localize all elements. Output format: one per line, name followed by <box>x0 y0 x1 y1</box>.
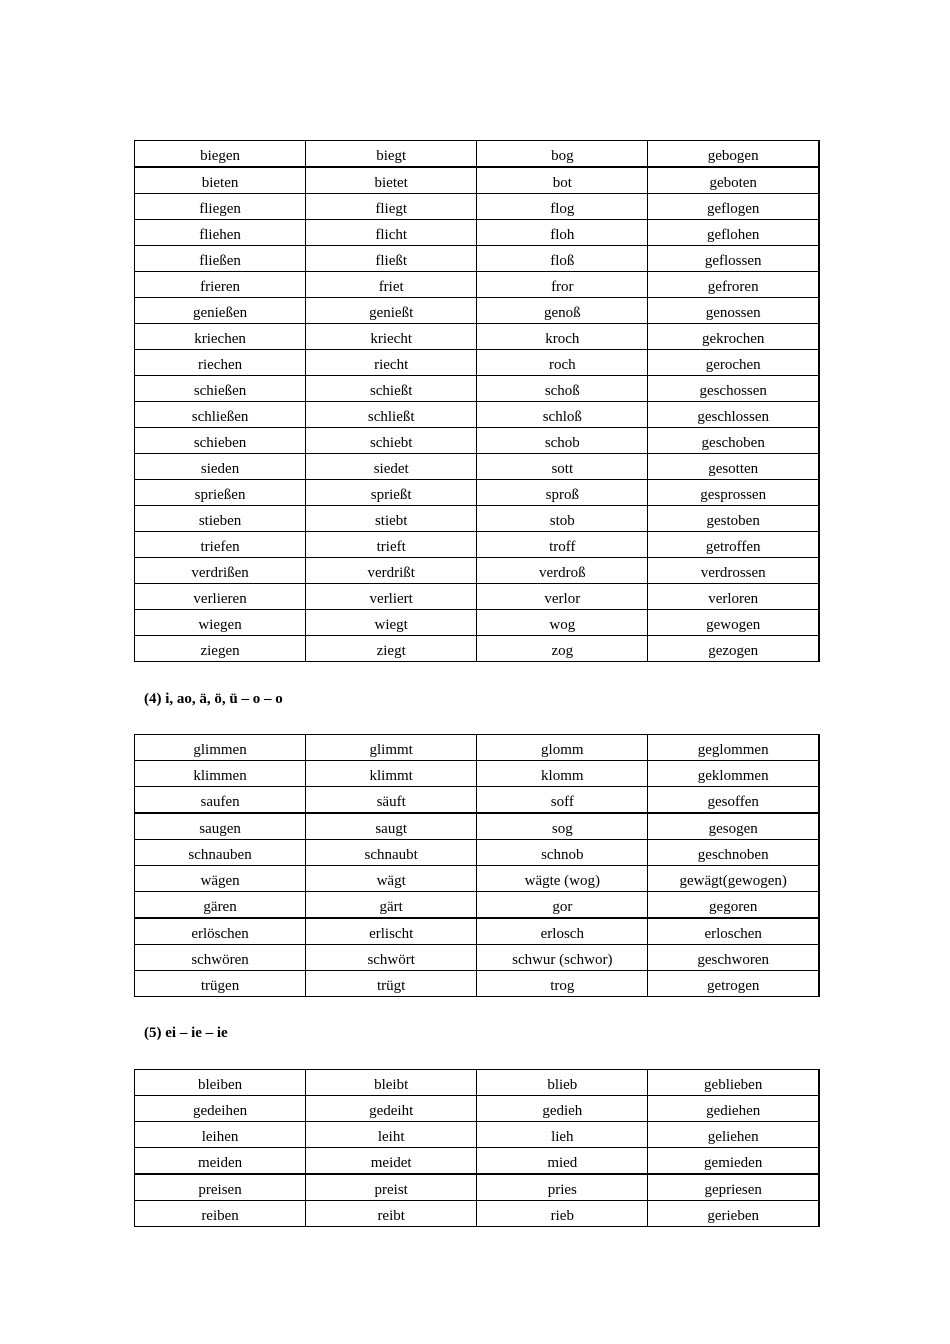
verb-table-group-5 <box>134 1069 820 1227</box>
preterite-cell: floß <box>477 246 648 272</box>
participle-cell: gewogen <box>648 610 819 636</box>
table-row <box>135 945 820 971</box>
table-row <box>135 787 820 814</box>
present-cell: bleibt <box>306 1070 477 1096</box>
present-cell: schiebt <box>306 428 477 454</box>
table-row <box>135 1122 820 1148</box>
present-cell: wägt <box>306 866 477 892</box>
participle-cell: gerochen <box>648 350 819 376</box>
preterite-cell: pries <box>477 1174 648 1201</box>
present-cell: wiegt <box>306 610 477 636</box>
participle-cell: gestoben <box>648 506 819 532</box>
table-row <box>135 918 820 945</box>
preterite-cell: lieh <box>477 1122 648 1148</box>
preterite-cell: schwur (schwor) <box>477 945 648 971</box>
participle-cell: gesoffen <box>648 787 819 814</box>
infinitive-cell: verlieren <box>135 584 306 610</box>
preterite-cell: mied <box>477 1148 648 1175</box>
table-row <box>135 480 820 506</box>
table-row <box>135 194 820 220</box>
preterite-cell: soff <box>477 787 648 814</box>
participle-cell: gegoren <box>648 892 819 919</box>
participle-cell: geschworen <box>648 945 819 971</box>
participle-cell: gezogen <box>648 636 819 662</box>
participle-cell: geklommen <box>648 761 819 787</box>
infinitive-cell: saugen <box>135 813 306 840</box>
table-row <box>135 454 820 480</box>
table-row <box>135 298 820 324</box>
table-row <box>135 1174 820 1201</box>
infinitive-cell: schwören <box>135 945 306 971</box>
table-row <box>135 220 820 246</box>
table-row <box>135 506 820 532</box>
preterite-cell: schob <box>477 428 648 454</box>
participle-cell: genossen <box>648 298 819 324</box>
present-cell: flicht <box>306 220 477 246</box>
present-cell: gedeiht <box>306 1096 477 1122</box>
infinitive-cell: wägen <box>135 866 306 892</box>
infinitive-cell: klimmen <box>135 761 306 787</box>
preterite-cell: schoß <box>477 376 648 402</box>
present-cell: preist <box>306 1174 477 1201</box>
participle-cell: gesogen <box>648 813 819 840</box>
present-cell: leiht <box>306 1122 477 1148</box>
participle-cell: gemieden <box>648 1148 819 1175</box>
participle-cell: gesprossen <box>648 480 819 506</box>
preterite-cell: fror <box>477 272 648 298</box>
table-row <box>135 141 820 168</box>
preterite-cell: genoß <box>477 298 648 324</box>
table-row <box>135 402 820 428</box>
participle-cell: geflossen <box>648 246 819 272</box>
infinitive-cell: genießen <box>135 298 306 324</box>
preterite-cell: bog <box>477 141 648 168</box>
present-cell: sprießt <box>306 480 477 506</box>
table-row <box>135 735 820 761</box>
infinitive-cell: leihen <box>135 1122 306 1148</box>
verb-table-group-3 <box>134 140 820 662</box>
preterite-cell: gor <box>477 892 648 919</box>
preterite-cell: floh <box>477 220 648 246</box>
present-cell: schießt <box>306 376 477 402</box>
present-cell: biegt <box>306 141 477 168</box>
participle-cell: verdrossen <box>648 558 819 584</box>
table-row <box>135 246 820 272</box>
preterite-cell: schnob <box>477 840 648 866</box>
infinitive-cell: triefen <box>135 532 306 558</box>
participle-cell: geblieben <box>648 1070 819 1096</box>
participle-cell: verloren <box>648 584 819 610</box>
present-cell: gärt <box>306 892 477 919</box>
preterite-cell: sog <box>477 813 648 840</box>
participle-cell: gepriesen <box>648 1174 819 1201</box>
infinitive-cell: reiben <box>135 1201 306 1227</box>
present-cell: genießt <box>306 298 477 324</box>
table-row <box>135 610 820 636</box>
infinitive-cell: wiegen <box>135 610 306 636</box>
present-cell: säuft <box>306 787 477 814</box>
preterite-cell: zog <box>477 636 648 662</box>
table-row <box>135 376 820 402</box>
table-row <box>135 1201 820 1227</box>
table-row <box>135 532 820 558</box>
table-row <box>135 272 820 298</box>
infinitive-cell: fliegen <box>135 194 306 220</box>
infinitive-cell: schieben <box>135 428 306 454</box>
participle-cell: gekrochen <box>648 324 819 350</box>
table-row <box>135 350 820 376</box>
present-cell: trieft <box>306 532 477 558</box>
preterite-cell: verdroß <box>477 558 648 584</box>
preterite-cell: trog <box>477 971 648 997</box>
participle-cell: gefroren <box>648 272 819 298</box>
present-cell: siedet <box>306 454 477 480</box>
infinitive-cell: schießen <box>135 376 306 402</box>
section-heading-group-5: (5) ei – ie – ie <box>144 1025 228 1041</box>
present-cell: trügt <box>306 971 477 997</box>
verb-table-body <box>135 1070 820 1227</box>
participle-cell: getrogen <box>648 971 819 997</box>
preterite-cell: blieb <box>477 1070 648 1096</box>
present-cell: reibt <box>306 1201 477 1227</box>
preterite-cell: sproß <box>477 480 648 506</box>
section-heading-group-4: (4) i, ao, ä, ö, ü – o – o <box>144 691 283 707</box>
table-row <box>135 761 820 787</box>
participle-cell: geglommen <box>648 735 819 761</box>
participle-cell: geboten <box>648 167 819 194</box>
participle-cell: geschnoben <box>648 840 819 866</box>
preterite-cell: verlor <box>477 584 648 610</box>
infinitive-cell: schließen <box>135 402 306 428</box>
present-cell: riecht <box>306 350 477 376</box>
preterite-cell: troff <box>477 532 648 558</box>
verb-table-body <box>135 735 820 997</box>
present-cell: friet <box>306 272 477 298</box>
present-cell: stiebt <box>306 506 477 532</box>
preterite-cell: roch <box>477 350 648 376</box>
preterite-cell: stob <box>477 506 648 532</box>
infinitive-cell: saufen <box>135 787 306 814</box>
present-cell: erlischt <box>306 918 477 945</box>
infinitive-cell: bleiben <box>135 1070 306 1096</box>
present-cell: saugt <box>306 813 477 840</box>
present-cell: meidet <box>306 1148 477 1175</box>
table-row <box>135 558 820 584</box>
present-cell: ziegt <box>306 636 477 662</box>
table-row <box>135 324 820 350</box>
table-row <box>135 636 820 662</box>
table-row <box>135 840 820 866</box>
present-cell: klimmt <box>306 761 477 787</box>
participle-cell: gewägt(gewogen) <box>648 866 819 892</box>
participle-cell: getroffen <box>648 532 819 558</box>
preterite-cell: sott <box>477 454 648 480</box>
preterite-cell: schloß <box>477 402 648 428</box>
table-row <box>135 584 820 610</box>
infinitive-cell: gedeihen <box>135 1096 306 1122</box>
preterite-cell: kroch <box>477 324 648 350</box>
present-cell: schwört <box>306 945 477 971</box>
table-row <box>135 167 820 194</box>
table-row <box>135 866 820 892</box>
present-cell: kriecht <box>306 324 477 350</box>
infinitive-cell: kriechen <box>135 324 306 350</box>
participle-cell: geschossen <box>648 376 819 402</box>
present-cell: glimmt <box>306 735 477 761</box>
participle-cell: gediehen <box>648 1096 819 1122</box>
present-cell: fließt <box>306 246 477 272</box>
participle-cell: geschlossen <box>648 402 819 428</box>
verb-table-body <box>135 141 820 662</box>
infinitive-cell: preisen <box>135 1174 306 1201</box>
infinitive-cell: schnauben <box>135 840 306 866</box>
table-row <box>135 971 820 997</box>
preterite-cell: erlosch <box>477 918 648 945</box>
present-cell: fliegt <box>306 194 477 220</box>
infinitive-cell: fliehen <box>135 220 306 246</box>
infinitive-cell: fließen <box>135 246 306 272</box>
present-cell: verdrißt <box>306 558 477 584</box>
infinitive-cell: sieden <box>135 454 306 480</box>
participle-cell: geflohen <box>648 220 819 246</box>
preterite-cell: klomm <box>477 761 648 787</box>
table-row <box>135 1096 820 1122</box>
participle-cell: gerieben <box>648 1201 819 1227</box>
infinitive-cell: biegen <box>135 141 306 168</box>
infinitive-cell: meiden <box>135 1148 306 1175</box>
infinitive-cell: glimmen <box>135 735 306 761</box>
preterite-cell: rieb <box>477 1201 648 1227</box>
verb-table-group-4 <box>134 734 820 997</box>
participle-cell: geschoben <box>648 428 819 454</box>
infinitive-cell: frieren <box>135 272 306 298</box>
participle-cell: gesotten <box>648 454 819 480</box>
preterite-cell: flog <box>477 194 648 220</box>
infinitive-cell: gären <box>135 892 306 919</box>
preterite-cell: glomm <box>477 735 648 761</box>
infinitive-cell: sprießen <box>135 480 306 506</box>
participle-cell: geliehen <box>648 1122 819 1148</box>
participle-cell: erloschen <box>648 918 819 945</box>
infinitive-cell: erlöschen <box>135 918 306 945</box>
preterite-cell: bot <box>477 167 648 194</box>
table-row <box>135 813 820 840</box>
present-cell: verliert <box>306 584 477 610</box>
preterite-cell: wog <box>477 610 648 636</box>
participle-cell: gebogen <box>648 141 819 168</box>
table-row <box>135 1070 820 1096</box>
present-cell: bietet <box>306 167 477 194</box>
preterite-cell: gedieh <box>477 1096 648 1122</box>
preterite-cell: wägte (wog) <box>477 866 648 892</box>
infinitive-cell: trügen <box>135 971 306 997</box>
infinitive-cell: stieben <box>135 506 306 532</box>
table-row <box>135 1148 820 1175</box>
table-row <box>135 428 820 454</box>
infinitive-cell: riechen <box>135 350 306 376</box>
present-cell: schließt <box>306 402 477 428</box>
present-cell: schnaubt <box>306 840 477 866</box>
infinitive-cell: bieten <box>135 167 306 194</box>
infinitive-cell: verdrißen <box>135 558 306 584</box>
participle-cell: geflogen <box>648 194 819 220</box>
infinitive-cell: ziegen <box>135 636 306 662</box>
table-row <box>135 892 820 919</box>
